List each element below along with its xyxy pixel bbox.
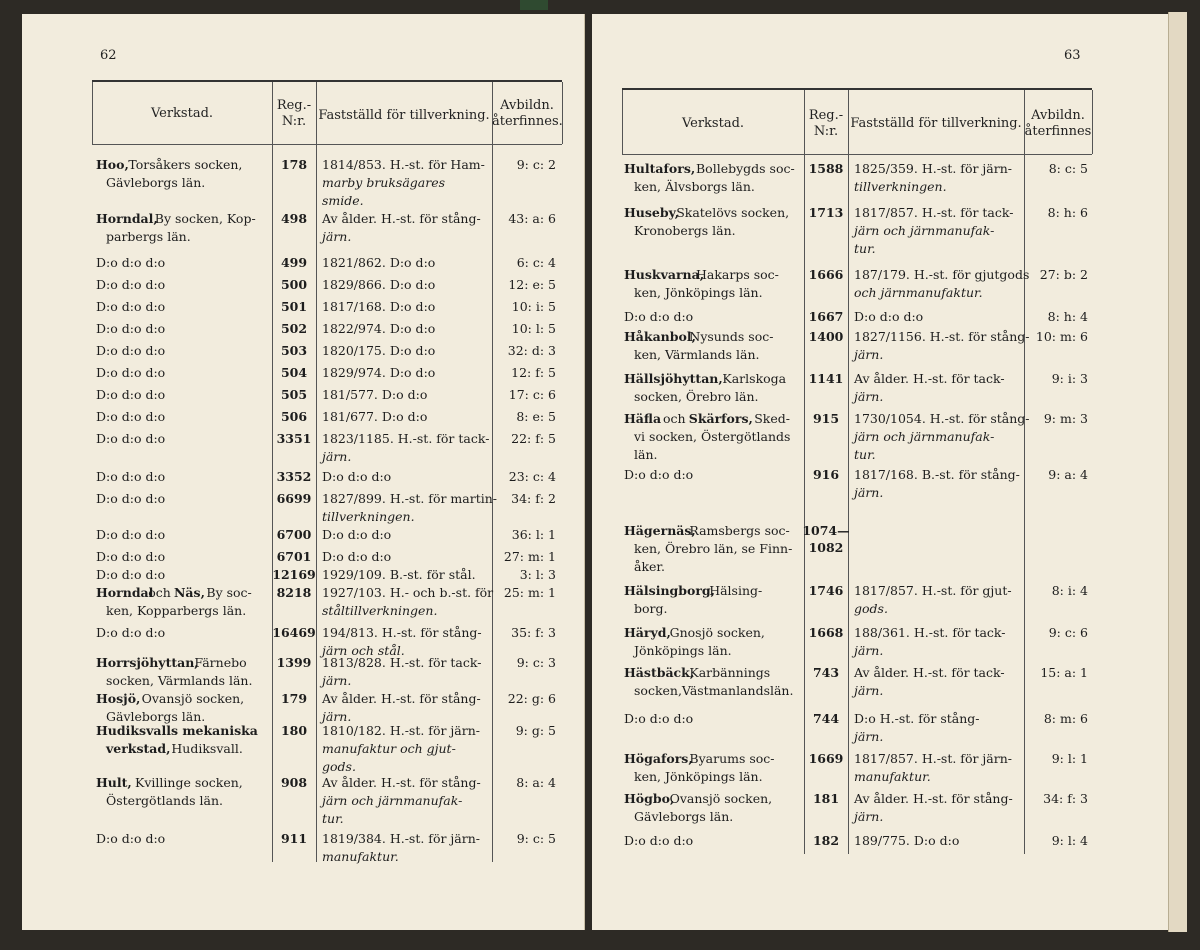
workshop-location: Gävleborgs län.	[106, 709, 206, 724]
header-reg-line2: N:r.	[813, 124, 839, 139]
page-edge	[1168, 12, 1187, 932]
faststalld-text: gods.	[322, 759, 356, 774]
workshop-location: D:o d:o d:o	[96, 255, 166, 270]
faststalld-text: 1819/384. H.-st. för järn-	[322, 831, 480, 846]
reg-number: 501	[280, 299, 308, 314]
faststalld-text: järn.	[854, 729, 884, 744]
faststalld-text: järn.	[854, 389, 884, 404]
header-avbildn-line1: Avbildn.	[1031, 108, 1085, 123]
workshop-location: socken, Örebro län.	[634, 389, 759, 404]
workshop-location: Karlskoga	[722, 371, 787, 386]
workshop-location: D:o d:o d:o	[96, 469, 166, 484]
image-reference: 8: h: 6	[1047, 205, 1088, 220]
faststalld-text: 1817/857. H.-st. för järn-	[854, 751, 1012, 766]
image-reference: 43: a: 6	[508, 211, 556, 226]
faststalld-text: tur.	[854, 447, 876, 462]
image-reference: 9: c: 2	[516, 157, 556, 172]
reg-number: 179	[280, 691, 308, 706]
column-divider	[1024, 90, 1025, 854]
workshop-name: Horndal,	[96, 211, 158, 226]
workshop-location: D:o d:o d:o	[96, 321, 166, 336]
image-reference: 9: g: 5	[515, 723, 556, 738]
header-avbildn-line2: återfinnes	[1024, 124, 1092, 139]
workshop-name: Hoo,	[96, 157, 129, 172]
workshop-name: Hudiksvalls mekaniska	[96, 723, 258, 738]
faststalld-text: järn.	[322, 673, 352, 688]
image-reference: 34: f: 2	[511, 491, 556, 506]
workshop-location: ken, Örebro län, se Finn-	[634, 541, 793, 556]
header-bottom-rule	[622, 154, 1092, 155]
faststalld-text: 1827/899. H.-st. för martin-	[322, 491, 497, 506]
image-reference: 17: c: 6	[508, 387, 556, 402]
reg-number: 8218	[276, 585, 312, 600]
workshop-location: D:o d:o d:o	[96, 299, 166, 314]
workshop-name: Horndal	[96, 585, 154, 600]
faststalld-text: D:o H.-st. för stång-	[854, 711, 980, 726]
reg-number: 908	[280, 775, 308, 790]
image-reference: 9: l: 4	[1051, 833, 1088, 848]
workshop-location: D:o d:o d:o	[96, 831, 166, 846]
header-avbildn-line2: återfinnes.	[492, 114, 563, 129]
faststalld-text: manufaktur.	[854, 769, 931, 784]
reg-number: 1400	[808, 329, 844, 344]
workshop-location: Gnosjö socken,	[669, 625, 765, 640]
header-verkstad: Verkstad.	[681, 116, 745, 131]
faststalld-text: 1929/109. B.-st. för stål.	[322, 567, 476, 582]
workshop-location: D:o d:o d:o	[624, 467, 694, 482]
image-reference: 22: f: 5	[511, 431, 556, 446]
faststalld-text: 194/813. H.-st. för stång-	[322, 625, 482, 640]
image-reference: 15: a: 1	[1040, 665, 1088, 680]
reg-number: 499	[280, 255, 308, 270]
faststalld-text: 1813/828. H.-st. för tack-	[322, 655, 482, 670]
faststalld-text: 1827/1156. H.-st. för stång-	[854, 329, 1030, 344]
column-divider	[1092, 90, 1093, 154]
faststalld-text: 1817/168. D:o d:o	[322, 299, 436, 314]
image-reference: 27: b: 2	[1039, 267, 1088, 282]
workshop-location: By soc-	[206, 585, 252, 600]
reg-number: 1399	[276, 655, 312, 670]
workshop-location: D:o d:o d:o	[624, 833, 694, 848]
reg-number: 505	[280, 387, 308, 402]
workshop-location: ken, Jönköpings län.	[634, 285, 763, 300]
faststalld-text: järn och järnmanufak-	[854, 429, 995, 444]
workshop-location: D:o d:o d:o	[96, 365, 166, 380]
image-reference: 8: a: 4	[516, 775, 556, 790]
reg-number: 6699	[276, 491, 312, 506]
faststalld-text: tur.	[322, 811, 344, 826]
workshop-location: Skatelövs socken,	[676, 205, 790, 220]
left-page	[22, 14, 585, 930]
image-reference: 8: h: 4	[1047, 309, 1088, 324]
reg-number: 3351	[276, 431, 312, 446]
column-divider	[316, 82, 317, 862]
reg-number: 6701	[276, 549, 312, 564]
faststalld-text: 181/677. D:o d:o	[322, 409, 428, 424]
workshop-location: län.	[634, 447, 658, 462]
faststalld-text: 1814/853. H.-st. för Ham-	[322, 157, 485, 172]
reg-number: 1141	[808, 371, 844, 386]
image-reference: 34: f: 3	[1043, 791, 1088, 806]
workshop-location: Kvillinge socken,	[135, 775, 243, 790]
faststalld-text: och järnmanufaktur.	[854, 285, 983, 300]
reg-number: 1074—1082	[802, 523, 850, 555]
workshop-location: D:o d:o d:o	[624, 309, 694, 324]
header-rule	[622, 88, 1092, 90]
faststalld-text: järn och järnmanufak-	[322, 793, 463, 808]
workshop-location: ken, Jönköpings län.	[634, 769, 763, 784]
workshop-location: Hudiksvall.	[171, 741, 243, 756]
faststalld-text: Av ålder. H.-st. för tack-	[854, 665, 1005, 680]
workshop-name: verkstad,	[106, 741, 171, 756]
faststalld-text: 1829/866. D:o d:o	[322, 277, 436, 292]
workshop-location: Gävleborgs län.	[634, 809, 734, 824]
workshop-location: ken, Älvsborgs län.	[634, 179, 755, 194]
image-reference: 8: c: 5	[1048, 161, 1088, 176]
reg-number: 178	[280, 157, 308, 172]
workshop-location: D:o d:o d:o	[96, 625, 166, 640]
faststalld-text: Av ålder. H.-st. för stång-	[322, 691, 481, 706]
workshop-location: socken, Värmlands län.	[106, 673, 253, 688]
workshop-location: Nysunds soc-	[689, 329, 774, 344]
reg-number: 1713	[808, 205, 844, 220]
faststalld-text: tillverkningen.	[322, 509, 415, 524]
header-reg-line2: N:r.	[281, 114, 307, 129]
reg-number: 498	[280, 211, 308, 226]
header-verkstad: Verkstad.	[150, 106, 214, 121]
faststalld-text: 1817/857. H.-st. för gjut-	[854, 583, 1012, 598]
faststalld-text: D:o d:o d:o	[322, 549, 392, 564]
workshop-location: D:o d:o d:o	[96, 409, 166, 424]
faststalld-text: manufaktur och gjut-	[322, 741, 456, 756]
workshop-location: parbergs län.	[106, 229, 191, 244]
workshop-location: åker.	[634, 559, 665, 574]
faststalld-text: Av ålder. H.-st. för stång-	[322, 775, 481, 790]
workshop-location: D:o d:o d:o	[624, 711, 694, 726]
faststalld-text: D:o d:o d:o	[322, 469, 392, 484]
header-faststalld: Fastställd för tillverkning.	[318, 108, 490, 123]
workshop-name: Hästbäck,	[624, 665, 695, 680]
faststalld-text: järn.	[854, 809, 884, 824]
image-reference: 3: l: 3	[519, 567, 556, 582]
workshop-location: Jönköpings län.	[634, 643, 732, 658]
faststalld-text: ståltillverkningen.	[322, 603, 438, 618]
image-reference: 6: c: 4	[516, 255, 556, 270]
reg-number: 911	[280, 831, 308, 846]
workshop-location: D:o d:o d:o	[96, 277, 166, 292]
faststalld-text: 1829/974. D:o d:o	[322, 365, 436, 380]
workshop-location: ken, Kopparbergs län.	[106, 603, 247, 618]
faststalld-text: järn.	[854, 347, 884, 362]
book-spine-ribbon	[520, 0, 548, 10]
workshop-name: Hägernäs,	[624, 523, 696, 538]
workshop-location: D:o d:o d:o	[96, 527, 166, 542]
image-reference: 9: i: 3	[1051, 371, 1088, 386]
workshop-location: Hälsing-	[709, 583, 763, 598]
faststalld-text: 1927/103. H.- och b.-st. för	[322, 585, 494, 600]
faststalld-text: manufaktur.	[322, 849, 399, 864]
faststalld-text: marby bruksägares	[322, 175, 446, 190]
workshop-name: Högafors,	[624, 751, 693, 766]
right-page-number: 63	[1064, 48, 1081, 63]
workshop-location: ken, Värmlands län.	[634, 347, 760, 362]
workshop-location: och	[663, 411, 686, 426]
workshop-location: D:o d:o d:o	[96, 491, 166, 506]
image-reference: 10: m: 6	[1035, 329, 1088, 344]
reg-number: 502	[280, 321, 308, 336]
reg-number: 743	[812, 665, 840, 680]
workshop-name: Häfla	[624, 411, 662, 426]
column-divider	[492, 82, 493, 862]
workshop-location: D:o d:o d:o	[96, 387, 166, 402]
faststalld-text: Av ålder. H.-st. för stång-	[854, 791, 1013, 806]
faststalld-text: 188/361. H.-st. för tack-	[854, 625, 1006, 640]
faststalld-text: 1810/182. H.-st. för järn-	[322, 723, 480, 738]
workshop-location: vi socken, Östergötlands	[634, 429, 791, 444]
reg-number: 1746	[808, 583, 844, 598]
faststalld-text: 187/179. H.-st. för gjutgods	[854, 267, 1030, 282]
workshop-location: D:o d:o d:o	[96, 567, 166, 582]
faststalld-text: järn och stål.	[322, 643, 405, 658]
image-reference: 12: f: 5	[511, 365, 556, 380]
reg-number: 16469	[272, 625, 316, 640]
workshop-location: Östergötlands län.	[106, 793, 223, 808]
workshop-location: D:o d:o d:o	[96, 343, 166, 358]
workshop-location: socken,Västmanlandslän.	[634, 683, 794, 698]
faststalld-text: järn.	[322, 229, 352, 244]
workshop-name: Skärfors,	[688, 411, 753, 426]
workshop-name: Huseby,	[624, 205, 680, 220]
faststalld-text: Av ålder. H.-st. för stång-	[322, 211, 481, 226]
faststalld-text: Av ålder. H.-st. för tack-	[854, 371, 1005, 386]
workshop-name: Hälsingborg,	[624, 583, 716, 598]
reg-number: 1668	[808, 625, 844, 640]
workshop-location: Gävleborgs län.	[106, 175, 206, 190]
column-divider	[562, 82, 563, 144]
workshop-location: borg.	[634, 601, 668, 616]
faststalld-text: järn och järnmanufak-	[854, 223, 995, 238]
image-reference: 9: l: 1	[1051, 751, 1088, 766]
reg-number: 180	[280, 723, 308, 738]
workshop-location: Ramsbergs soc-	[689, 523, 790, 538]
reg-number: 744	[812, 711, 840, 726]
image-reference: 36: l: 1	[511, 527, 556, 542]
image-reference: 23: c: 4	[508, 469, 556, 484]
image-reference: 10: i: 5	[511, 299, 556, 314]
image-reference: 9: c: 3	[516, 655, 556, 670]
image-reference: 9: m: 3	[1043, 411, 1088, 426]
image-reference: 10: l: 5	[511, 321, 556, 336]
faststalld-text: D:o d:o d:o	[854, 309, 924, 324]
faststalld-text: järn.	[854, 485, 884, 500]
workshop-name: Horrsjöhyttan,	[96, 655, 199, 670]
image-reference: 32: d: 3	[507, 343, 556, 358]
workshop-location: Karbännings	[689, 665, 771, 680]
faststalld-text: 1825/359. H.-st. för järn-	[854, 161, 1012, 176]
image-reference: 12: e: 5	[508, 277, 556, 292]
header-avbildn-line1: Avbildn.	[500, 98, 554, 113]
workshop-name: Hult,	[96, 775, 132, 790]
right-page	[592, 14, 1170, 930]
workshop-location: Bollebygds soc-	[696, 161, 795, 176]
faststalld-text: 1817/857. H.-st. för tack-	[854, 205, 1014, 220]
reg-number: 181	[812, 791, 840, 806]
workshop-name: Näs,	[174, 585, 205, 600]
reg-number: 182	[812, 833, 840, 848]
reg-number: 1669	[808, 751, 844, 766]
image-reference: 35: f: 3	[511, 625, 556, 640]
faststalld-text: 189/775. D:o d:o	[854, 833, 960, 848]
header-faststalld: Fastställd för tillverkning.	[850, 116, 1022, 131]
faststalld-text: järn.	[322, 449, 352, 464]
image-reference: 9: a: 4	[1048, 467, 1088, 482]
faststalld-text: smide.	[322, 193, 364, 208]
reg-number: 506	[280, 409, 308, 424]
workshop-name: Hällsjöhyttan,	[624, 371, 723, 386]
reg-number: 916	[812, 467, 840, 482]
image-reference: 8: m: 6	[1043, 711, 1088, 726]
faststalld-text: gods.	[854, 601, 888, 616]
reg-number: 1667	[808, 309, 844, 324]
faststalld-text: 1820/175. D:o d:o	[322, 343, 436, 358]
workshop-location: Färnebo	[194, 655, 247, 670]
workshop-name: Högbo,	[624, 791, 675, 806]
reg-number: 6700	[276, 527, 312, 542]
image-reference: 8: i: 4	[1051, 583, 1088, 598]
reg-number: 504	[280, 365, 308, 380]
reg-number: 1588	[808, 161, 844, 176]
header-reg-line1: Reg.-	[808, 108, 844, 123]
image-reference: 9: c: 6	[1048, 625, 1088, 640]
faststalld-text: järn.	[322, 709, 352, 724]
workshop-name: Håkanbol,	[624, 329, 696, 344]
faststalld-text: järn.	[854, 643, 884, 658]
workshop-location: Torsåkers socken,	[128, 157, 243, 172]
reg-number: 1666	[808, 267, 844, 282]
faststalld-text: 181/577. D:o d:o	[322, 387, 428, 402]
image-reference: 25: m: 1	[503, 585, 556, 600]
faststalld-text: 1822/974. D:o d:o	[322, 321, 436, 336]
reg-number: 500	[280, 277, 308, 292]
header-reg-line1: Reg.-	[276, 98, 312, 113]
workshop-location: och	[148, 585, 171, 600]
faststalld-text: 1821/862. D:o d:o	[322, 255, 436, 270]
workshop-location: Hakarps soc-	[696, 267, 779, 282]
workshop-location: D:o d:o d:o	[96, 549, 166, 564]
faststalld-text: järn.	[854, 683, 884, 698]
image-reference: 9: c: 5	[516, 831, 556, 846]
faststalld-text: 1823/1185. H.-st. för tack-	[322, 431, 490, 446]
workshop-location: Ovansjö socken,	[669, 791, 773, 806]
workshop-location: Ovansjö socken,	[141, 691, 245, 706]
faststalld-text: 1730/1054. H.-st. för stång-	[854, 411, 1030, 426]
reg-number: 12169	[272, 567, 316, 582]
faststalld-text: D:o d:o d:o	[322, 527, 392, 542]
workshop-name: Huskvarna,	[624, 267, 705, 282]
image-reference: 27: m: 1	[503, 549, 556, 564]
workshop-location: Sked-	[754, 411, 790, 426]
workshop-location: Kronobergs län.	[634, 223, 736, 238]
workshop-name: Hultafors,	[624, 161, 696, 176]
faststalld-text: tillverkningen.	[854, 179, 947, 194]
faststalld-text: tur.	[854, 241, 876, 256]
workshop-location: D:o d:o d:o	[96, 431, 166, 446]
image-reference: 8: e: 5	[516, 409, 556, 424]
left-page-number: 62	[100, 48, 117, 63]
reg-number: 3352	[276, 469, 312, 484]
faststalld-text: 1817/168. B.-st. för stång-	[854, 467, 1020, 482]
workshop-location: By socken, Kop-	[154, 211, 256, 226]
workshop-location: Byarums soc-	[689, 751, 775, 766]
image-reference: 22: g: 6	[507, 691, 556, 706]
workshop-name: Hosjö,	[96, 691, 141, 706]
reg-number: 503	[280, 343, 308, 358]
workshop-name: Häryd,	[624, 625, 671, 640]
reg-number: 915	[812, 411, 840, 426]
